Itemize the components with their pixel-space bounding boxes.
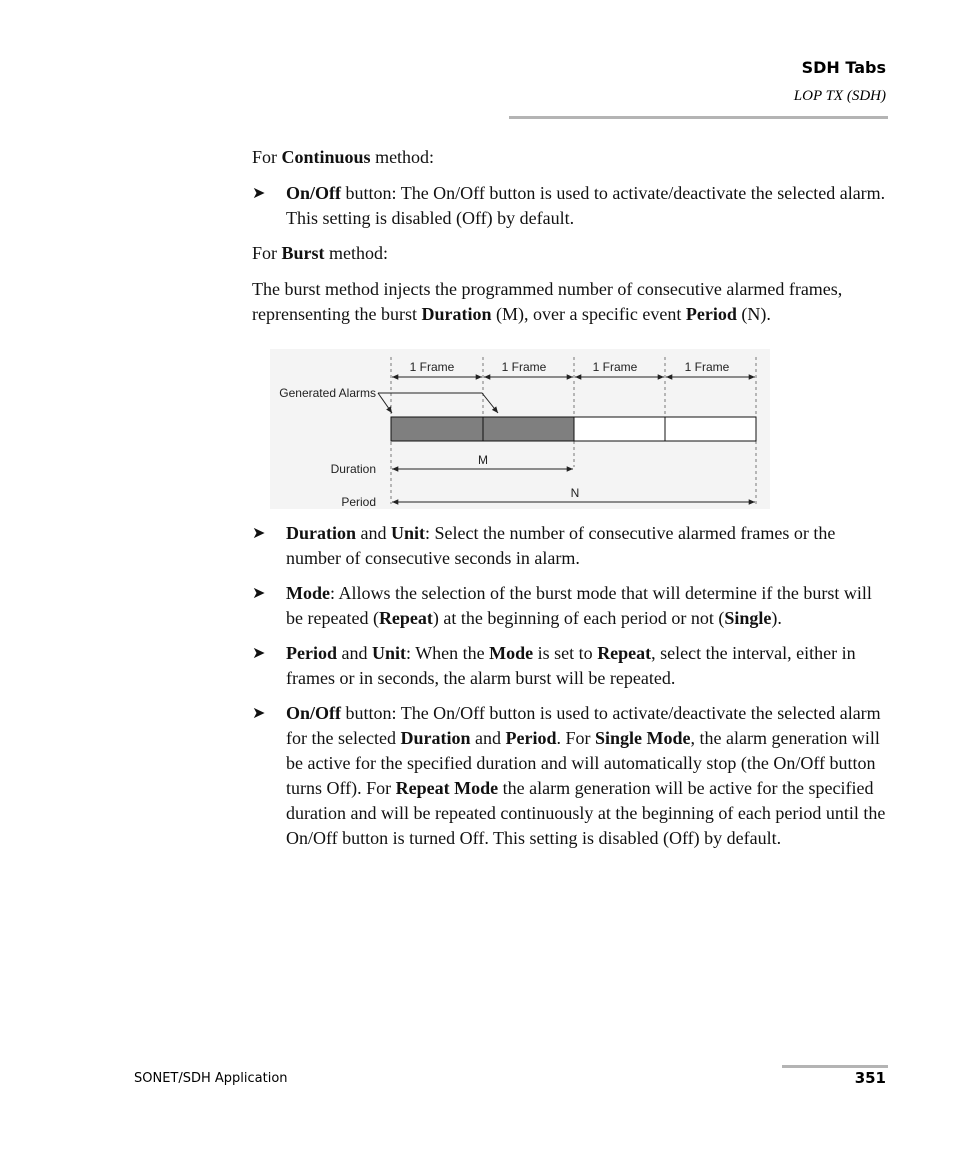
bullet-arrow-icon: ➤	[252, 645, 266, 662]
normal-frame-3	[574, 417, 665, 441]
bullet-arrow-icon: ➤	[252, 705, 266, 722]
frame-label-4: 1 Frame	[684, 360, 730, 374]
bullet-onoff-continuous: ➤ On/Off button: The On/Off button is used to activate/deactivate the selected alarm. This setting is disabled (Off) by default.	[252, 183, 886, 228]
generated-alarms-label: Generated Alarms	[279, 386, 376, 400]
m-label: M	[478, 453, 488, 467]
burst-description: The burst method injects the programmed number of consecutive alarmed frames, reprensenting the burst Duration (M), over a specific event Period (N).	[252, 279, 843, 324]
normal-frame-4	[665, 417, 756, 441]
intro-burst: For Burst method:	[252, 243, 389, 263]
alarm-frame-1	[391, 417, 483, 441]
duration-label: Duration	[330, 462, 376, 476]
n-label: N	[570, 486, 580, 500]
burst-diagram	[270, 349, 770, 509]
frame-label-1: 1 Frame	[409, 360, 455, 374]
burst-diagram-svg	[270, 349, 770, 509]
bullet-arrow-icon: ➤	[252, 585, 266, 602]
header-rule	[509, 116, 888, 119]
frame-label-2: 1 Frame	[501, 360, 547, 374]
footer-title: SONET/SDH Application	[134, 1071, 288, 1086]
period-label: Period	[341, 495, 376, 509]
section-title: SDH Tabs	[801, 58, 886, 77]
alarm-frame-2	[483, 417, 574, 441]
page-body	[252, 145, 888, 861]
frame-label-3: 1 Frame	[592, 360, 638, 374]
bullet-arrow-icon: ➤	[252, 185, 266, 202]
bullet-arrow-icon: ➤	[252, 525, 266, 542]
page-number: 351	[854, 1069, 886, 1087]
bullet-duration-unit: ➤ Duration and Unit: Select the number of consecutive alarmed frames or the number of consecutive seconds in alarm.	[252, 523, 836, 568]
intro-continuous: For Continuous method:	[252, 147, 435, 167]
bullet-onoff-burst: ➤ On/Off button: The On/Off button is used to activate/deactivate the selected alarm for the selected Duration and Period. For Single Mode, the alarm generation will be active for the specified duration and will automatically stop (the On/Off button turns Off). For Repeat Mode the alarm generation will be active for the specified duration and will be repeated continuously at the beginning of each period until the On/Off button is turned Off. This setting is disabled (Off) by default.	[252, 703, 886, 848]
footer-rule	[782, 1065, 888, 1068]
section-subtitle: LOP TX (SDH)	[793, 88, 886, 104]
bullet-mode: ➤ Mode: Allows the selection of the burst mode that will determine if the burst will be repeated (Repeat) at the beginning of each period or not (Single).	[252, 583, 872, 628]
bullet-period-unit: ➤ Period and Unit: When the Mode is set to Repeat, select the interval, either in frames or in seconds, the alarm burst will be repeated.	[252, 643, 856, 688]
